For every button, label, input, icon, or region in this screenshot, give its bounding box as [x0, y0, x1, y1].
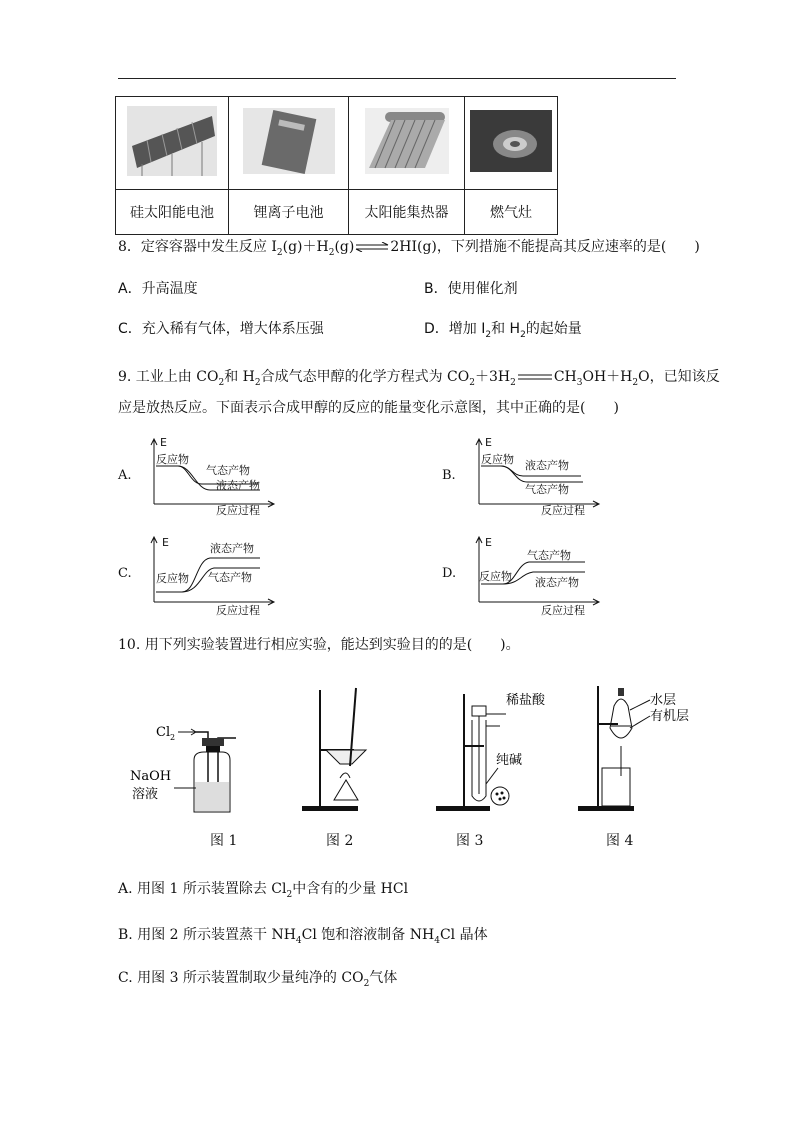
- q8-option-a: A．升高温度: [118, 281, 198, 297]
- q10-option-b: B. 用图 2 所示装置蒸干 $NH_4Cl$ 饱和溶液制备 $NH_4Cl$ 晶体: [118, 927, 488, 946]
- energy-graph-a: [148, 436, 278, 518]
- svg-text:液态产物: 液态产物: [216, 479, 260, 492]
- solar-panel-photo-icon: [127, 106, 217, 176]
- svg-text:反应过程: 反应过程: [216, 504, 260, 517]
- q10-option-a: A. 用图 1 所示装置除去 $Cl_2$中含有的少量 HCl: [118, 881, 409, 900]
- svg-text:气态产物: 气态产物: [525, 483, 569, 496]
- q9-stem-line1: 9. 工业上由 $CO_2$和 $H_2$合成气态甲醇的化学方程式为 $CO_2+3H_2$ $CH_3OH+H_2O$，已知该反: [118, 369, 720, 388]
- apparatus-fig2: [294, 684, 378, 814]
- svg-text:反应过程: 反应过程: [541, 504, 585, 517]
- svg-text:E: E: [485, 436, 492, 449]
- svg-text:反应物: 反应物: [481, 453, 514, 466]
- caption-solar-cell: 硅太阳能电池: [116, 190, 229, 235]
- caption-battery: 锂离子电池: [229, 190, 349, 235]
- svg-text:液态产物: 液态产物: [535, 576, 579, 589]
- fig4-label: 图 4: [606, 833, 634, 849]
- svg-text:纯碱: 纯碱: [496, 753, 523, 768]
- svg-text:有机层: 有机层: [650, 709, 690, 724]
- q8-option-d: D．增加 $I_2$和 $H_2$的起始量: [424, 321, 582, 340]
- svg-text:E: E: [160, 436, 167, 449]
- solar-heater-cell: [349, 97, 465, 190]
- reaction-equals-icon: [516, 373, 554, 381]
- svg-text:2: 2: [170, 733, 176, 742]
- svg-text:反应过程: 反应过程: [216, 604, 260, 616]
- apparatus-fig3: [430, 684, 560, 814]
- svg-text:Cl: Cl: [156, 725, 171, 740]
- svg-text:NaOH: NaOH: [130, 769, 172, 784]
- svg-text:反应过程: 反应过程: [541, 604, 585, 616]
- solar-water-heater-photo-icon: [365, 108, 449, 174]
- svg-text:E: E: [485, 536, 492, 549]
- svg-text:水层: 水层: [650, 693, 677, 708]
- svg-text:气态产物: 气态产物: [208, 571, 252, 584]
- q9-option-d-letter: D.: [442, 566, 457, 581]
- equilibrium-arrow-icon: [354, 242, 390, 252]
- energy-graph-b: [473, 436, 603, 518]
- q10-stem: 10. 用下列实验装置进行相应实验，能达到实验目的的是( )。: [118, 637, 520, 653]
- fig1-label: 图 1: [210, 833, 238, 849]
- energy-device-table: [115, 96, 558, 235]
- q9-option-b-letter: B.: [442, 468, 456, 483]
- gas-stove-cell: [465, 97, 558, 190]
- q8-stem: 8．定容容器中发生反应 $I_2(g)+H_2(g)$ 2HI(g)，下列措施不能提高其反应速率的是( ): [118, 239, 700, 258]
- q10-option-c: C. 用图 3 所示装置制取少量纯净的 $CO_2$气体: [118, 970, 398, 989]
- svg-text:反应物: 反应物: [156, 572, 189, 585]
- svg-text:液态产物: 液态产物: [525, 459, 569, 472]
- q8-option-c: C．充入稀有气体，增大体系压强: [118, 321, 324, 337]
- battery-cell: [229, 97, 349, 190]
- q9-stem-line2: 应是放热反应。下面表示合成甲醇的反应的能量变化示意图，其中正确的是( ): [118, 400, 619, 416]
- svg-text:液态产物: 液态产物: [210, 542, 254, 555]
- svg-text:反应物: 反应物: [479, 570, 512, 583]
- fig3-label: 图 3: [456, 833, 484, 849]
- svg-text:稀盐酸: 稀盐酸: [506, 693, 546, 708]
- header-rule: [118, 78, 676, 79]
- svg-text:气态产物: 气态产物: [206, 464, 250, 477]
- caption-gas-stove: 燃气灶: [465, 190, 558, 235]
- apparatus-fig4: [574, 684, 704, 814]
- q9-option-c-letter: C.: [118, 566, 132, 581]
- svg-text:反应物: 反应物: [156, 453, 189, 466]
- gas-stove-photo-icon: [470, 110, 552, 172]
- apparatus-fig1: [126, 716, 256, 816]
- fig2-label: 图 2: [326, 833, 354, 849]
- q9-option-a-letter: A.: [118, 468, 132, 483]
- svg-text:E: E: [162, 536, 169, 549]
- solar-panel-cell: [116, 97, 229, 190]
- svg-text:气态产物: 气态产物: [527, 549, 571, 562]
- q8-option-b: B．使用催化剂: [424, 281, 518, 297]
- svg-text:溶液: 溶液: [132, 787, 159, 802]
- battery-photo-icon: [243, 108, 335, 174]
- caption-solar-heater: 太阳能集热器: [349, 190, 465, 235]
- energy-graph-d: [473, 534, 603, 616]
- energy-graph-c: [148, 534, 278, 616]
